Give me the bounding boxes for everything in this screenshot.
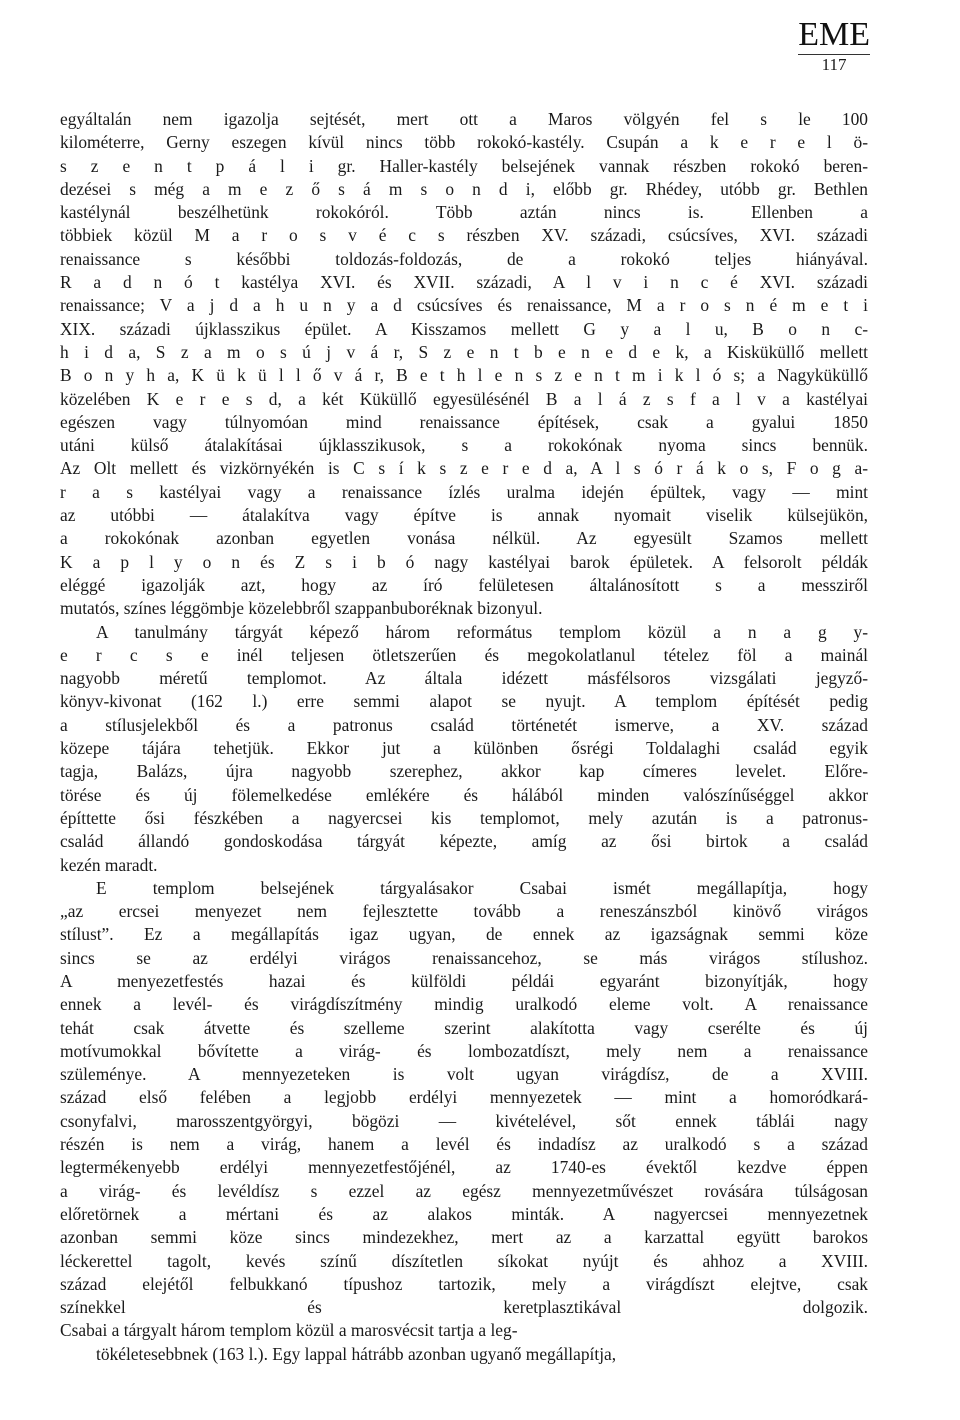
- text-line: század első felében a legjobb erdélyi mennyezetek — mint a homoródkará-: [60, 1087, 868, 1108]
- text-line: színekkel és keretplasztikával dolgozik.: [60, 1297, 868, 1318]
- text-line: csonyfalvi, marosszentgyörgyi, bögözi — kivételével, sőt ennek táblái nagy: [60, 1110, 868, 1131]
- text-line: utáni külső átalakításai újklasszikusok, s a rokokónak nyoma sincs bennük.: [60, 435, 868, 456]
- text-line: A tanulmány tárgyát képező három református templom közül a n a g y-: [96, 621, 868, 642]
- text-line: közepe tájára tehetjük. Ekkor jut a különben ősrégi Toldalaghi család egyik: [60, 738, 868, 759]
- text-line: mutatós, színes léggömbje közelebbről szappanbuboréknak bizonyul.: [60, 598, 543, 619]
- text-line: kezén maradt.: [60, 854, 158, 875]
- text-line: nagyobb méretű templomot. Az általa idézett másfélsoros vizsgálati jegyző-: [60, 668, 868, 689]
- text-line: „az ercsei menyezet nem fejlesztette tovább a reneszánszból kinövő virágos: [60, 901, 868, 922]
- text-line: motívumokkal bővítette a virág- és lombozatdíszt, mely nem a renaissance: [60, 1040, 868, 1061]
- text-line: E templom belsejének tárgyalásakor Csabai ismét megállapítja, hogy: [96, 877, 868, 898]
- text-line: törése és új fölemelkedése emlékére és hálából minden valószínűséggel akkor: [60, 784, 868, 805]
- text-line: léckerettel tagolt, kevés színű díszítetlen síkokat nyújt és ahhoz a XVIII.: [60, 1250, 868, 1271]
- text-line: B o n y h a, K ü k ü l l ő v á r, B e t h l e n s z e n t m i k l ó s; a Nagyküküllő: [60, 365, 868, 386]
- text-line: könyv-kivonat (162 l.) erre semmi alapot se nyujt. A templom építését pedig: [60, 691, 868, 712]
- text-line: előretörnek a mértani és az alakos minták. A nagyercsei mennyezetnek: [60, 1203, 868, 1224]
- text-line: sincs se az erdélyi virágos renaissancehoz, se más virágos stílushoz.: [60, 947, 868, 968]
- text-line: közelében K e r e s d, a két Küküllő egyesülésénél B a l á z s f a l v a kastélyai: [60, 388, 868, 409]
- text-line: eléggé igazolják azt, hogy az író felületesen általánosított s a messziről: [60, 574, 868, 595]
- text-line: kastélynál beszélhetünk rokokóról. Több aztán nincs is. Ellenben a: [60, 202, 868, 223]
- text-line: tökéletesebbnek (163 l.). Egy lappal hátrább azonban ugyanő megállapítja,: [96, 1343, 617, 1364]
- text-line: a stílusjelekből és a patronus család történetét ismerve, a XV. század: [60, 714, 868, 735]
- text-line: század elejétől felbukkanó típushoz tartozik, mely a virágdíszt elejtve, csak: [60, 1273, 868, 1294]
- text-line: renaissance; V a j d a h u n y a d csúcsíves és renaissance, M a r o s n é m e t i: [60, 295, 868, 316]
- text-line: azonban semmi köze sincs mindezekhez, mert az a karzattal együtt barokos: [60, 1227, 868, 1248]
- text-line: legtermékenyebb erdélyi mennyezetfestőjénél, az 1740-es évektől kezdve éppen: [60, 1157, 868, 1178]
- text-line: Csabai a tárgyalt három templom közül a marosvécsit tartja a leg-: [60, 1320, 518, 1341]
- text-line: Az Olt mellett és vizkörnyékén is C s í k s z e r e d a, A l s ó r á k o s, F o g a-: [60, 458, 868, 479]
- text-line: e r c s e inél teljesen ötletszerűen és megokolatlanul tételez föl a mainál: [60, 644, 868, 665]
- text-line: egészen vagy túlnyomóan mind renaissance építések, csak a gyalui 1850: [60, 411, 868, 432]
- text-line: K a p l y o n és Z s i b ó nagy kastélyai barok épületek. A felsorolt példák: [60, 551, 868, 572]
- text-line: egyáltalán nem igazolja sejtését, mert ott a Maros völgyén fel s le 100: [60, 109, 868, 129]
- text-line: az utóbbi — átalakítva vagy építve is annak nyomait viselik külsejükön,: [60, 505, 868, 526]
- text-line: stílust”. Ez a megállapítás igaz ugyan, de ennek az igazságnak semmi köze: [60, 924, 868, 945]
- text-line: r a s kastélyai vagy a renaissance ízlés uralma idején épültek, vagy — mint: [60, 481, 868, 502]
- text-line: kilométerre, Gerny eszegen kívül nincs több rokokó-kastély. Csupán a k e r e l ö-: [60, 132, 868, 153]
- text-line: szüleménye. A mennyezeteken is volt ugyan virágdísz, de a XVIII.: [60, 1064, 868, 1085]
- text-line: tehát csak átvette és szelleme szerint alakította vagy cserélte és új: [60, 1017, 868, 1038]
- text-line: tagja, Balázs, újra nagyobb szerephez, akkor kap címeres levelet. Előre-: [60, 761, 868, 782]
- text-line: a rokokónak azonban egyetlen vonása nélkül. Az egyesült Szamos mellett: [60, 528, 868, 549]
- text-line: a virág- és levéldísz s ezzel az egész mennyezetművészet rovására túlságosan: [60, 1180, 868, 1201]
- text-line: R a d n ó t kastélya XVI. és XVII. századi, A l v i n c é XVI. századi: [60, 272, 868, 293]
- eme-logo-mark: EME: [798, 16, 870, 53]
- text-line: család állandó gondoskodása tárgyát képezte, amíg az ősi birtok a család: [60, 831, 868, 852]
- text-line: renaissance s későbbi toldozás-foldozás, de a rokokó teljes hiányával.: [60, 248, 868, 269]
- text-line: ennek a levél- és virágdíszítmény mindig uralkodó eleme volt. A renaissance: [60, 994, 868, 1015]
- text-line: részén is nem a virág, hanem a levél és indadísz az uralkodó s a század: [60, 1134, 868, 1155]
- publisher-logo: [798, 18, 870, 73]
- text-line: A menyezetfestés hazai és külföldi példái egyaránt bizonyítják, hogy: [60, 970, 868, 991]
- text-line: XIX. századi újklasszikus épület. A Kisszamos mellett G y a l u, B o n c-: [60, 318, 868, 339]
- text-line: h i d a, S z a m o s ú j v á r, S z e n t b e n e d e k, a Kisküküllő mellett: [60, 341, 868, 362]
- page-number: 117: [798, 54, 870, 73]
- text-line: építtette ősi fészkében a nagyercsei kis templomot, mely azután is a patronus-: [60, 807, 868, 828]
- text-line: többiek közül M a r o s v é c s részben XV. századi, csúcsíves, XVI. századi: [60, 225, 868, 246]
- text-line: s z e n t p á l i gr. Haller-kastély belsejének vannak részben rokokó beren-: [60, 155, 868, 176]
- text-line: dezései s még a m e z ő s á m s o n d i, előbb gr. Rhédey, utóbb gr. Bethlen: [60, 178, 868, 199]
- body-text: [60, 108, 868, 1366]
